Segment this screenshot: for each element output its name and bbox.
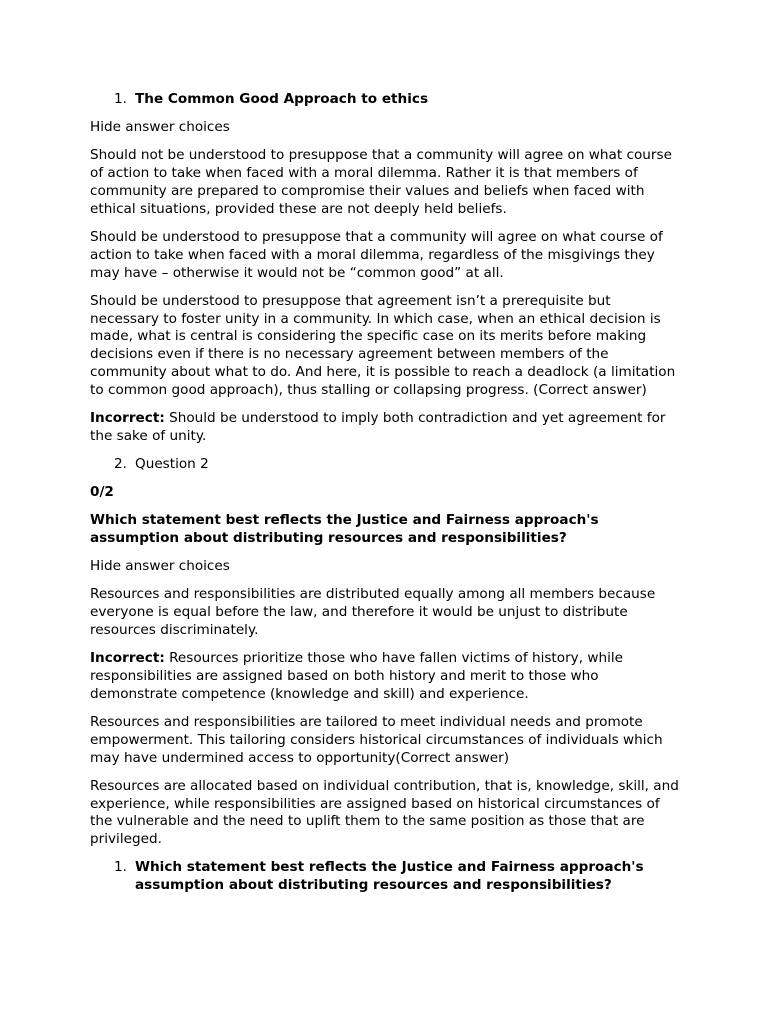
hide-answer-choices: Hide answer choices xyxy=(90,558,230,575)
list-number: 2. xyxy=(114,455,127,472)
answer-choice-incorrect xyxy=(90,650,682,703)
document-page xyxy=(90,91,682,905)
incorrect-text: Should be understood to imply both contradiction and yet agreement for the sake of unity. xyxy=(90,409,666,444)
list-number: 1. xyxy=(114,91,127,107)
question-1-heading xyxy=(90,91,682,109)
question-score: 0/2 xyxy=(90,484,114,501)
question-2-heading xyxy=(90,456,682,474)
question-text: Which statement best reflects the Justice and Fairness approach's assumption about distributing resources and responsibilities? xyxy=(90,512,599,547)
question-label: Question 2 xyxy=(135,455,209,472)
answer-choice-1: Should not be understood to presuppose that a community will agree on what course of action to take when faced with a moral dilemma. Rather it is that members of community are prepared to compromise their values and beliefs when faced with ethical situations, provided these are not deeply held beliefs. xyxy=(90,147,672,217)
answer-choice-a: Resources and responsibilities are distributed equally among all members because everyone is equal before the law, and therefore it would be unjust to distribute resources discriminately. xyxy=(90,586,656,639)
answer-choice-3: Should be understood to presuppose that agreement isn’t a prerequisite but necessary to foster unity in a community. In which case, when an ethical decision is made, what is central is considering the specific case on its merits before making decisions even if there is no necessary agreement between members of the community about what to do. And here, it is possible to reach a deadlock (a limitation to common good approach), thus stalling or collapsing progress. (Correct answer) xyxy=(90,292,676,398)
incorrect-text: Resources prioritize those who have fallen victims of history, while responsibilities are assigned based on both history and merit to those who demonstrate competence (knowledge and skill) and experience. xyxy=(90,650,623,702)
answer-choice-c: Resources and responsibilities are tailored to meet individual needs and promote empowerment. This tailoring considers historical circumstances of individuals which may have undermined access to opportunity(Correct answer) xyxy=(90,714,663,766)
answer-choice-2: Should be understood to presuppose that a community will agree on what course of action to take when faced with a moral dilemma, regardless of the misgivings they may have – otherwise it would not be “common good” at all. xyxy=(90,228,663,281)
hide-answer-choices: Hide answer choices xyxy=(90,119,230,136)
list-number: 1. xyxy=(114,859,127,876)
question-text: Which statement best reflects the Justice and Fairness approach's assumption about distributing resources and responsibilities? xyxy=(135,859,644,894)
question-3-heading xyxy=(90,859,682,895)
answer-choice-incorrect xyxy=(90,410,682,446)
question-title: The Common Good Approach to ethics xyxy=(135,91,429,107)
incorrect-label: Incorrect: xyxy=(90,409,165,426)
incorrect-label: Incorrect: xyxy=(90,650,165,667)
answer-choice-d: Resources are allocated based on individual contribution, that is, knowledge, skill, and experience, while responsibilities are assigned based on historical circumstances of the vulnerable and the need to uplift them to the same position as those that are privileged. xyxy=(90,777,679,848)
